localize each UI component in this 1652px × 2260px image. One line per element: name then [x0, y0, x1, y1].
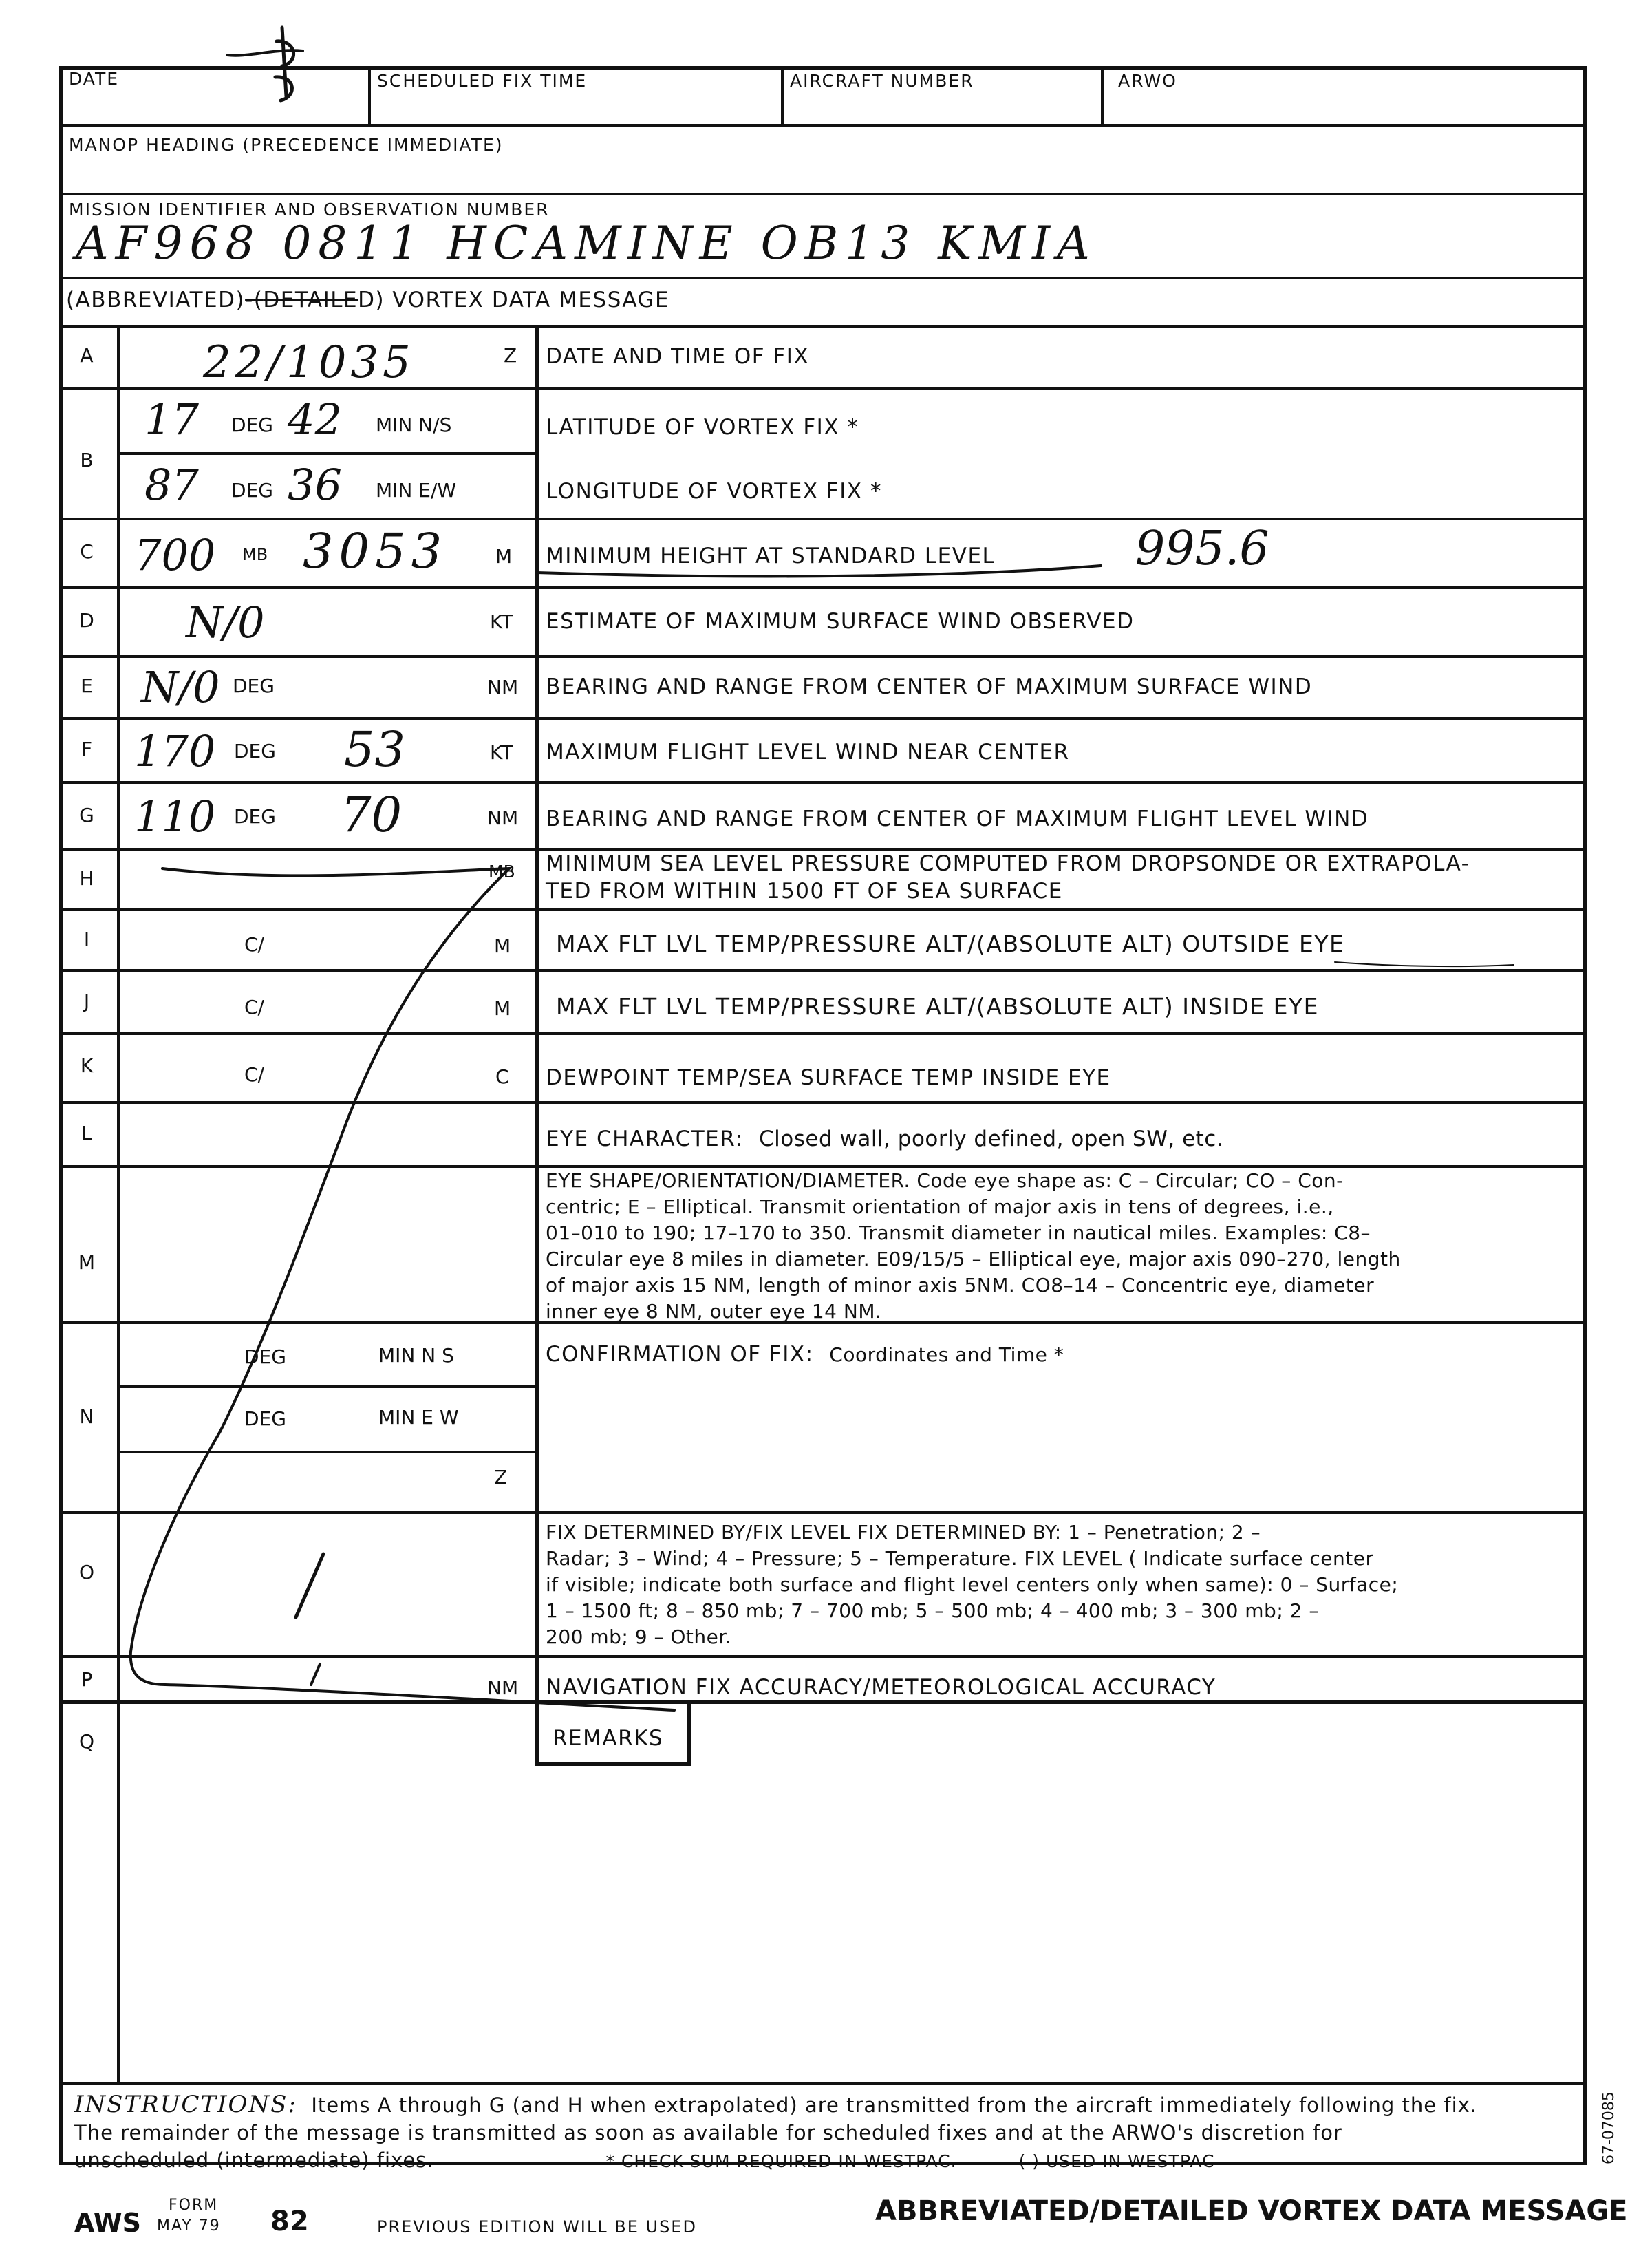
- surface-wind-bearing-value: N/0: [141, 662, 220, 712]
- row-letter-g: G: [79, 804, 94, 827]
- eye-character-label: EYE CHARACTER: Closed wall, poorly defined, open SW, etc.: [546, 1127, 1224, 1151]
- flight-level-wind-speed-value: 53: [344, 721, 406, 778]
- date-time-of-fix-label: DATE AND TIME OF FIX: [546, 344, 810, 369]
- unit-m: M: [494, 997, 511, 1020]
- min-ew-label: MIN E W: [378, 1406, 459, 1429]
- row-letter-m: M: [78, 1251, 96, 1274]
- min-ew-label: MIN E/W: [376, 479, 457, 502]
- form-title: ABBREVIATED/DETAILED VORTEX DATA MESSAGE: [875, 2195, 1628, 2227]
- scheduled-fix-time-label: SCHEDULED FIX TIME: [377, 71, 588, 91]
- unit-kt: KT: [490, 741, 513, 764]
- surface-wind-bearing-label: BEARING AND RANGE FROM CENTER OF MAXIMUM SURFACE WIND: [546, 674, 1313, 699]
- outside-eye-temp-label: MAX FLT LVL TEMP/PRESSURE ALT/(ABSOLUTE ALT) OUTSIDE EYE: [556, 930, 1345, 957]
- previous-edition-note: PREVIOUS EDITION WILL BE USED: [377, 2217, 697, 2237]
- remarks-label: REMARKS: [553, 1726, 664, 1751]
- mission-label: MISSION IDENTIFIER AND OBSERVATION NUMBER: [69, 200, 550, 220]
- navigation-accuracy-label: NAVIGATION FIX ACCURACY/METEOROLOGICAL ACCURACY: [546, 1675, 1216, 1700]
- unit-nm: NM: [487, 1676, 519, 1699]
- unit-mb: MB: [489, 862, 515, 882]
- longitude-deg-value: 87: [144, 460, 199, 510]
- temp-c-label: C/: [244, 996, 264, 1019]
- unit-nm: NM: [487, 807, 519, 829]
- mb-label: MB: [242, 545, 268, 564]
- row-letter-i: I: [83, 928, 90, 950]
- min-sea-level-pressure-label-line2: TED FROM WITHIN 1500 FT OF SEA SURFACE: [546, 879, 1063, 904]
- aircraft-number-label: AIRCRAFT NUMBER: [790, 71, 974, 91]
- deg-label: DEG: [234, 740, 276, 763]
- row-letter-a: A: [80, 344, 94, 367]
- fix-determined-by-description: FIX DETERMINED BY/FIX LEVEL FIX DETERMINED BY: 1 – Penetration; 2 – Radar; 3 – Wind; 4 – Pressure; 5 – Temperature. FIX LEVEL ( Indicate surface center if visible; indicate both surface and flight level centers only when same): 0 – Surface; 1 – 1500 ft; 8 – 850 mb; 7 – 700 mb; 5 – 500 mb; 4 – 400 mb; 3 – 300 mb; 2 – 200 mb; 9 – Other.: [546, 1521, 1399, 1648]
- unit-z: Z: [494, 1466, 508, 1489]
- aws-label: AWS: [74, 2208, 141, 2238]
- flight-level-wind-bearing-value: 110: [134, 791, 216, 842]
- message-type-label: (ABBREVIATED)-(DETAILED) VORTEX DATA MESSAGE: [66, 288, 670, 312]
- side-code: 67-07085: [1600, 2091, 1618, 2164]
- slash-mark: [296, 1554, 323, 1617]
- row-letter-d: D: [79, 609, 94, 632]
- deg-label: DEG: [244, 1345, 286, 1368]
- deg-label: DEG: [231, 414, 273, 436]
- max-surface-wind-label: ESTIMATE OF MAXIMUM SURFACE WIND OBSERVED: [546, 609, 1135, 634]
- row-letter-e: E: [81, 674, 93, 697]
- inside-eye-temp-label: MAX FLT LVL TEMP/PRESSURE ALT/(ABSOLUTE ALT) INSIDE EYE: [556, 993, 1319, 1020]
- deg-label: DEG: [234, 805, 276, 828]
- date-label: DATE: [69, 69, 120, 89]
- form-label: FORM: [169, 2197, 219, 2214]
- stamp-scribble: [227, 50, 303, 55]
- row-letter-k: K: [80, 1054, 94, 1077]
- row-letter-h: H: [79, 867, 94, 890]
- max-flight-level-wind-label: MAXIMUM FLIGHT LEVEL WIND NEAR CENTER: [546, 740, 1070, 765]
- underline-stroke: [1335, 962, 1514, 966]
- row-letter-q: Q: [78, 1730, 95, 1753]
- row-letter-b: B: [80, 449, 94, 471]
- row-letter-f: F: [81, 738, 93, 760]
- max-surface-wind-value: N/0: [186, 597, 265, 648]
- deg-label: DEG: [233, 674, 275, 697]
- mission-value: AF968 0811 HCAMINE OB13 KMIA: [76, 217, 1097, 270]
- latitude-label: LATITUDE OF VORTEX FIX *: [546, 415, 859, 440]
- temp-c-label: C/: [244, 933, 264, 956]
- confirmation-of-fix-label: CONFIRMATION OF FIX: Coordinates and Time *: [546, 1342, 1064, 1367]
- unit-nm: NM: [487, 676, 519, 699]
- row-letter-p: P: [81, 1668, 93, 1691]
- temp-c-label: C/: [244, 1063, 264, 1086]
- latitude-min-value: 42: [288, 394, 342, 445]
- min-ns-label: MIN N/S: [376, 414, 452, 436]
- eye-shape-description: EYE SHAPE/ORIENTATION/DIAMETER. Code eye shape as: C – Circular; CO – Con- centric; E – Elliptical. Transmit orientation of major axis in tens of degrees, i.e., 01–010 to 190; 17–170 to 350. Transmit diameter in nautical miles. Examples: C8– Circular eye 8 miles in diameter. E09/15/5 – Elliptical eye, major axis 090–270, length of major axis 15 NM, length of minor axis 5NM. CO8–14 – Concentric eye, diameter inner eye 8 NM, outer eye 14 NM.: [546, 1169, 1401, 1323]
- unit-kt: KT: [490, 610, 513, 633]
- pressure-annotation: 995.6: [1135, 522, 1269, 576]
- strike-through-stroke: [131, 868, 674, 1710]
- unit-m: M: [494, 935, 511, 957]
- unit-z: Z: [504, 344, 517, 367]
- row-letter-l: L: [81, 1122, 92, 1144]
- dewpoint-temp-label: DEWPOINT TEMP/SEA SURFACE TEMP INSIDE EYE: [546, 1065, 1111, 1090]
- instructions: INSTRUCTIONS: Items A through G (and H when extrapolated) are transmitted from the aircraft immediately following the fix. The remainder of the message is transmitted as soon as available for scheduled fixes and at the ARWO's discretion for unscheduled (intermediate) fixes. * CHECK SUM REQUIRED IN WESTPAC. ( ) USED IN WESTPAC: [74, 2091, 1478, 2172]
- longitude-label: LONGITUDE OF VORTEX FIX *: [546, 479, 882, 504]
- deg-label: DEG: [231, 479, 273, 502]
- row-letter-c: C: [80, 540, 94, 563]
- latitude-deg-value: 17: [144, 394, 199, 445]
- stamp-scribble: [275, 28, 294, 100]
- minimum-height-label: MINIMUM HEIGHT AT STANDARD LEVEL: [546, 544, 996, 568]
- flight-level-wind-direction-value: 170: [134, 726, 216, 776]
- flight-level-wind-range-value: 70: [341, 787, 403, 843]
- longitude-min-value: 36: [288, 460, 342, 510]
- deg-label: DEG: [244, 1407, 286, 1430]
- form-number: 82: [270, 2206, 309, 2237]
- arwo-label: ARWO: [1118, 71, 1177, 91]
- standard-level-value: 700: [134, 530, 216, 580]
- row-letter-n: N: [79, 1405, 94, 1428]
- flight-level-wind-bearing-label: BEARING AND RANGE FROM CENTER OF MAXIMUM FLIGHT LEVEL WIND: [546, 807, 1369, 831]
- unit-m: M: [495, 545, 513, 568]
- min-ns-label: MIN N S: [378, 1344, 454, 1367]
- unit-c: C: [495, 1065, 509, 1088]
- manop-heading-label: MANOP HEADING (PRECEDENCE IMMEDIATE): [69, 135, 504, 155]
- row-letter-j: J: [83, 990, 90, 1012]
- underline-stroke: [537, 566, 1101, 576]
- slash-mark: [311, 1664, 320, 1685]
- fix-date-time-value: 22/1035: [203, 337, 415, 388]
- minimum-height-value: 3053: [303, 523, 448, 579]
- row-letter-o: O: [78, 1561, 95, 1584]
- form-date: MAY 79: [157, 2217, 221, 2235]
- min-sea-level-pressure-label-line1: MINIMUM SEA LEVEL PRESSURE COMPUTED FROM DROPSONDE OR EXTRAPOLA-: [546, 851, 1470, 876]
